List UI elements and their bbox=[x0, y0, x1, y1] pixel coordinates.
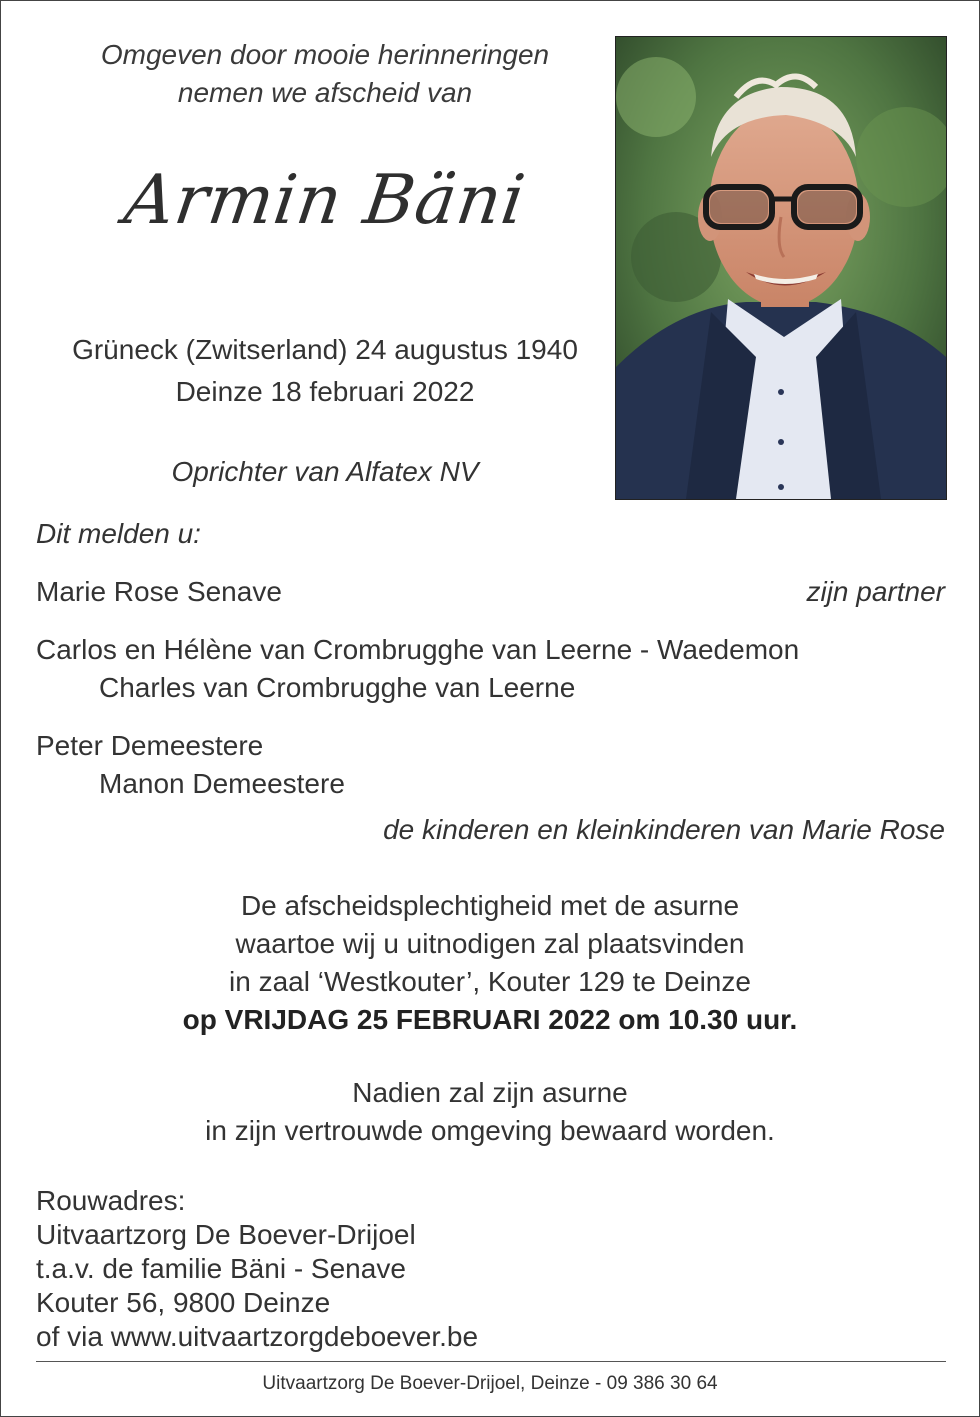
ceremony-datetime: op VRIJDAG 25 FEBRUARI 2022 om 10.30 uur. bbox=[182, 1004, 798, 1035]
address-label: Rouwadres: bbox=[36, 1185, 186, 1216]
intro-line-2: nemen we afscheid van bbox=[177, 77, 473, 108]
ceremony-line-1: De afscheidsplechtigheid met de asurne bbox=[240, 890, 740, 921]
deceased-name: Armin Bäni bbox=[119, 161, 531, 240]
address-line-3: Kouter 56, 9800 Deinze bbox=[36, 1287, 331, 1318]
death-line: Deinze 18 februari 2022 bbox=[175, 376, 475, 407]
mourning-address bbox=[36, 1184, 478, 1354]
ceremony-line-3: in zaal ‘Westkouter’, Kouter 129 te Deinze bbox=[229, 966, 751, 997]
intro-text bbox=[25, 36, 625, 112]
ashes-text bbox=[1, 1074, 979, 1150]
partner-name: Marie Rose Senave bbox=[36, 576, 282, 607]
birth-line: Grüneck (Zwitserland) 24 augustus 1940 bbox=[72, 334, 578, 365]
family-line-2-child: Manon Demeestere bbox=[99, 768, 345, 799]
occupation: Oprichter van Alfatex NV bbox=[171, 456, 479, 487]
family-line-1: Carlos en Hélène van Crombrugghe van Leerne - Waedemon bbox=[36, 634, 800, 665]
address-line-2: t.a.v. de familie Bäni - Senave bbox=[36, 1253, 406, 1284]
portrait-photo bbox=[615, 36, 947, 500]
intro-line-1: Omgeven door mooie herinneringen bbox=[100, 39, 550, 70]
life-dates bbox=[25, 329, 625, 413]
address-website[interactable]: of via www.uitvaartzorgdeboever.be bbox=[36, 1321, 479, 1352]
ashes-line-2: in zijn vertrouwde omgeving bewaard worden. bbox=[205, 1115, 775, 1146]
ceremony-line-2: waartoe wij u uitnodigen zal plaatsvinden bbox=[235, 928, 745, 959]
partner-role: zijn partner bbox=[806, 576, 945, 607]
announcement: Dit melden u: bbox=[36, 518, 201, 549]
children-role: de kinderen en kleinkinderen van Marie Rose bbox=[383, 814, 945, 845]
family-line-2: Peter Demeestere bbox=[36, 730, 264, 761]
address-line-1: Uitvaartzorg De Boever-Drijoel bbox=[36, 1219, 416, 1250]
family-line-1-child: Charles van Crombrugghe van Leerne bbox=[99, 672, 576, 703]
footer-contact: Uitvaartzorg De Boever-Drijoel, Deinze - 09 386 30 64 bbox=[262, 1373, 718, 1394]
ashes-line-1: Nadien zal zijn asurne bbox=[352, 1077, 628, 1108]
footer-divider bbox=[36, 1361, 946, 1362]
ceremony-text bbox=[1, 887, 979, 1039]
